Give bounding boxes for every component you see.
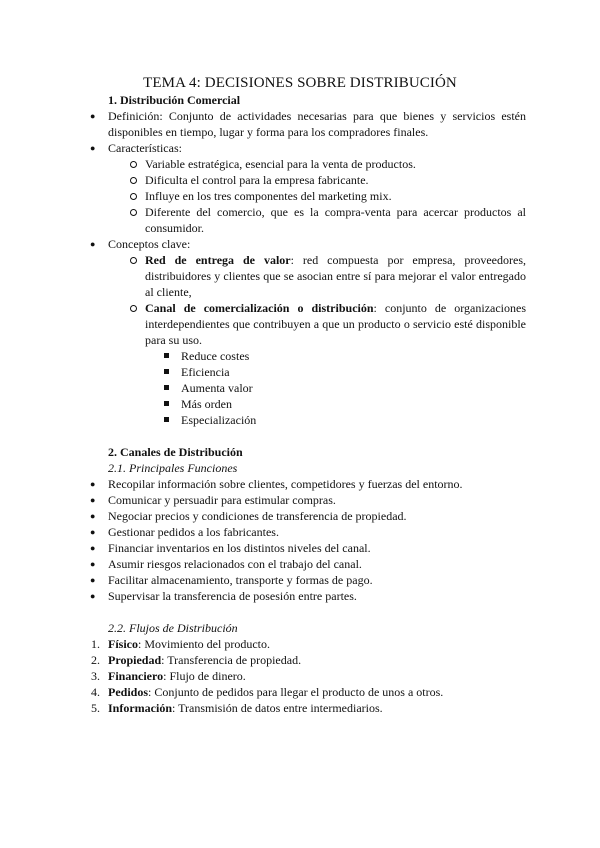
funcion-item: Facilitar almacenamiento, transporte y formas de pago. (108, 573, 373, 587)
bullet-icon: ● (90, 479, 96, 489)
flujo-item (108, 700, 383, 716)
list-number: 5. (91, 701, 100, 715)
bullet-icon: ● (90, 111, 96, 121)
red-text: : red compuesta por empresa, proveedores, distribuidores y clientes que se asocian entre sí para mejorar el valor entregado al cliente, (145, 253, 526, 299)
flujo-term: Información (108, 701, 172, 715)
caracteristicas-label: Características: (108, 141, 182, 155)
funcion-item: Negociar precios y condiciones de transferencia de propiedad. (108, 509, 407, 523)
flujo-item (108, 668, 246, 684)
flujo-text: : Transmisión de datos entre intermediarios. (172, 701, 383, 715)
definicion-text: Definición: Conjunto de actividades necesarias para que bienes y servicios estén disponibles en tiempo, lugar y forma para los compradores finales. (108, 109, 526, 139)
section-1-heading: 1. Distribución Comercial (108, 93, 241, 107)
document-title: TEMA 4: DECISIONES SOBRE DISTRIBUCIÓN (143, 75, 457, 91)
funcion-item: Financiar inventarios en los distintos niveles del canal. (108, 541, 371, 555)
square-bullet-icon (164, 385, 169, 390)
circle-bullet-icon (130, 177, 137, 184)
flujo-item (108, 684, 443, 700)
red-entrega-valor (145, 252, 526, 300)
red-term: Red de entrega de valor (145, 253, 291, 267)
list-number: 3. (91, 669, 100, 683)
ventaja-item: Eficiencia (181, 365, 230, 379)
funcion-item: Supervisar la transferencia de posesión entre partes. (108, 589, 357, 603)
square-bullet-icon (164, 353, 169, 358)
ventaja-item: Especialización (181, 413, 257, 427)
flujo-text: : Conjunto de pedidos para llegar el producto de unos a otros. (148, 685, 444, 699)
flujo-text: : Transferencia de propiedad. (161, 653, 302, 667)
square-bullet-icon (164, 417, 169, 422)
circle-bullet-icon (130, 209, 137, 216)
square-bullet-icon (164, 369, 169, 374)
circle-bullet-icon (130, 193, 137, 200)
flujo-term: Pedidos (108, 685, 149, 699)
flujo-term: Financiero (108, 669, 164, 683)
bullet-icon: ● (90, 495, 96, 505)
caracteristica-item: Influye en los tres componentes del marketing mix. (145, 189, 392, 203)
bullet-icon: ● (90, 543, 96, 553)
square-bullet-icon (164, 401, 169, 406)
subsection-flujos: 2.2. Flujos de Distribución (108, 621, 238, 635)
flujo-text: : Movimiento del producto. (138, 637, 270, 651)
funcion-item: Comunicar y persuadir para estimular compras. (108, 493, 336, 507)
ventaja-item: Aumenta valor (181, 381, 253, 395)
ventaja-item: Reduce costes (181, 349, 250, 363)
canal-distribucion (145, 300, 526, 348)
circle-bullet-icon (130, 161, 137, 168)
bullet-icon: ● (90, 559, 96, 569)
canal-text: : conjunto de organizaciones interdependientes que contribuyen a que un producto o servicio esté disponible para su uso. (145, 301, 527, 347)
flujo-term: Físico (108, 637, 138, 651)
caracteristica-item: Dificulta el control para la empresa fabricante. (145, 173, 369, 187)
funcion-item: Asumir riesgos relacionados con el trabajo del canal. (108, 557, 362, 571)
flujo-item (108, 652, 301, 668)
ventaja-item: Más orden (181, 397, 232, 411)
flujo-term: Propiedad (108, 653, 162, 667)
bullet-icon: ● (90, 591, 96, 601)
circle-bullet-icon (130, 257, 137, 264)
list-number: 2. (91, 653, 100, 667)
bullet-icon: ● (90, 511, 96, 521)
bullet-icon: ● (90, 239, 96, 249)
section-2-heading: 2. Canales de Distribución (108, 445, 243, 459)
flujo-item (108, 636, 270, 652)
flujo-text: : Flujo de dinero. (163, 669, 246, 683)
caracteristica-item: Variable estratégica, esencial para la venta de productos. (145, 157, 416, 171)
bullet-icon: ● (90, 575, 96, 585)
caracteristica-item: Diferente del comercio, que es la compra-venta para acercar productos al consumidor. (145, 205, 526, 235)
funcion-item: Recopilar información sobre clientes, competidores y fuerzas del entorno. (108, 477, 463, 491)
canal-term: Canal de comercialización o distribución (145, 301, 374, 315)
bullet-icon: ● (90, 527, 96, 537)
bullet-icon: ● (90, 143, 96, 153)
subsection-funciones: 2.1. Principales Funciones (108, 461, 238, 475)
list-number: 4. (91, 685, 100, 699)
circle-bullet-icon (130, 305, 137, 312)
funcion-item: Gestionar pedidos a los fabricantes. (108, 525, 279, 539)
conceptos-label: Conceptos clave: (108, 237, 191, 251)
list-number: 1. (91, 637, 100, 651)
